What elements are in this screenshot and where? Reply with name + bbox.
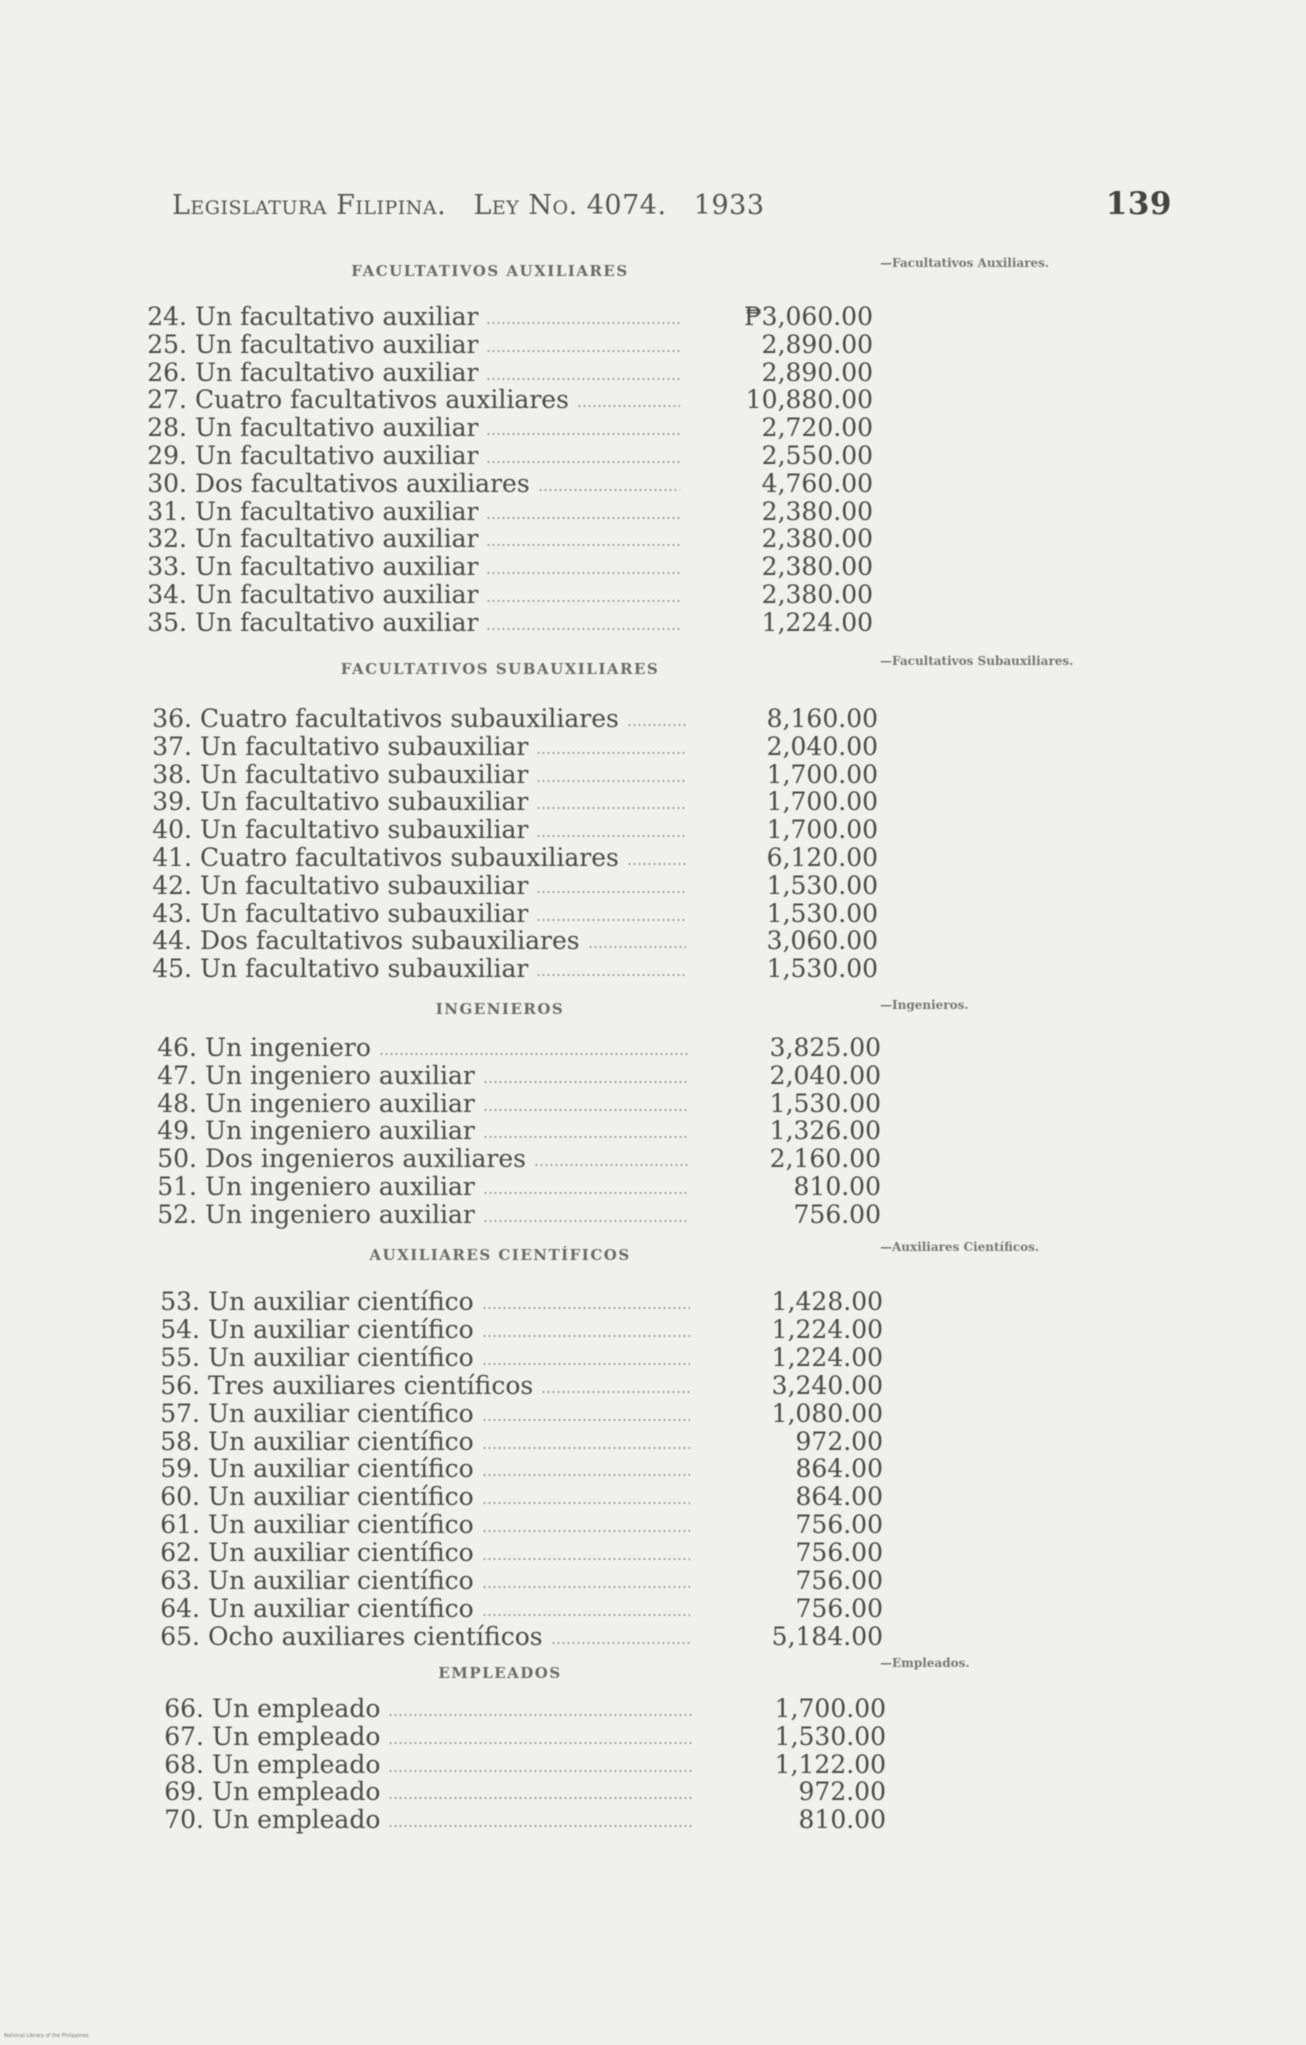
dot-leader <box>541 1391 690 1393</box>
header-law: Ley No. 4074. <box>473 190 667 221</box>
dot-leader <box>486 433 680 435</box>
margin-note: —Auxiliares Científicos. <box>880 1240 1040 1254</box>
item-number: 55. <box>160 1342 200 1372</box>
item-description: Un auxiliar científico <box>208 1566 474 1595</box>
item-number: 25. <box>147 329 187 359</box>
line-item <box>145 1200 881 1228</box>
item-amount: 2,380.00 <box>761 552 873 582</box>
item-description: Un empleado <box>212 1694 381 1723</box>
dot-leader <box>534 1164 688 1166</box>
line-item <box>135 580 873 608</box>
item-amount: 1,700.00 <box>766 815 878 845</box>
dot-leader <box>482 1558 690 1560</box>
line-item <box>135 441 873 469</box>
line-item <box>152 1694 886 1722</box>
item-amount: 2,160.00 <box>769 1144 881 1174</box>
dot-leader <box>482 1419 690 1421</box>
item-amount: 2,380.00 <box>761 496 873 526</box>
line-item <box>135 330 873 358</box>
section-heading: EMPLEADOS <box>438 1664 562 1682</box>
item-description: Un facultativo auxiliar <box>195 580 479 609</box>
dot-leader <box>482 1307 690 1309</box>
line-item <box>148 1566 883 1594</box>
dot-leader <box>627 724 686 726</box>
dot-leader <box>536 835 686 837</box>
item-amount: 2,890.00 <box>761 329 873 359</box>
item-number: 67. <box>164 1721 204 1751</box>
item-number: 69. <box>164 1777 204 1807</box>
item-amount: 1,530.00 <box>774 1721 886 1751</box>
margin-note: —Facultativos Subauxiliares. <box>880 654 1074 668</box>
item-number: 24. <box>147 302 187 331</box>
dot-leader <box>486 628 680 630</box>
item-amount: 810.00 <box>793 1172 881 1201</box>
item-description: Un facultativo auxiliar <box>195 413 479 443</box>
page-number: 139 <box>1105 186 1172 222</box>
dot-leader <box>482 1474 690 1476</box>
dot-leader <box>379 1053 688 1055</box>
item-description: Un ingeniero auxiliar <box>205 1116 475 1146</box>
item-number: 31. <box>147 496 187 526</box>
line-item <box>140 954 878 982</box>
line-item <box>148 1622 883 1650</box>
section-heading: AUXILIARES CIENTÍFICOS <box>369 1246 631 1264</box>
line-item <box>140 704 878 732</box>
item-description: Un facultativo subauxiliar <box>200 815 529 845</box>
item-amount: 1,428.00 <box>771 1287 883 1316</box>
item-number: 68. <box>164 1749 204 1779</box>
line-item <box>145 1172 881 1200</box>
item-description: Cuatro facultativos subauxiliares <box>200 843 619 872</box>
item-number: 37. <box>152 731 192 761</box>
item-number: 50. <box>157 1144 197 1174</box>
item-number: 28. <box>147 413 187 443</box>
item-number: 40. <box>152 815 192 845</box>
item-description: Un facultativo subauxiliar <box>200 870 529 900</box>
line-item <box>148 1482 883 1510</box>
header-year: 1933 <box>693 190 765 221</box>
margin-note: —Empleados. <box>880 1656 970 1670</box>
item-number: 43. <box>152 898 192 928</box>
line-item <box>140 926 878 954</box>
dot-leader <box>486 572 680 574</box>
item-number: 61. <box>160 1510 200 1540</box>
line-item <box>148 1287 883 1315</box>
item-description: Un ingeniero auxiliar <box>205 1199 475 1229</box>
item-description: Un auxiliar científico <box>208 1342 474 1372</box>
item-description: Un auxiliar científico <box>208 1593 474 1623</box>
item-amount: 864.00 <box>795 1482 883 1512</box>
item-amount: 1,530.00 <box>769 1088 881 1118</box>
line-item <box>152 1805 886 1833</box>
item-amount: 4,760.00 <box>761 468 873 498</box>
item-description: Un auxiliar científico <box>208 1398 474 1428</box>
dot-leader <box>388 1742 694 1744</box>
item-description: Un auxiliar científico <box>208 1454 474 1484</box>
dot-leader <box>482 1447 690 1449</box>
item-description: Un auxiliar científico <box>208 1287 474 1316</box>
line-item <box>135 302 873 330</box>
item-number: 51. <box>157 1172 197 1201</box>
margin-note: —Facultativos Auxiliares. <box>880 256 1050 270</box>
item-number: 44. <box>152 926 192 956</box>
item-amount: 1,530.00 <box>766 898 878 928</box>
item-description: Un ingeniero auxiliar <box>205 1172 475 1201</box>
dot-leader <box>486 461 680 463</box>
dot-leader <box>627 863 686 865</box>
footer-watermark: National Library of the Philippines <box>4 2033 89 2039</box>
line-item <box>140 899 878 927</box>
dot-leader <box>482 1502 690 1504</box>
item-number: 30. <box>147 468 187 498</box>
item-amount: 756.00 <box>795 1538 883 1568</box>
item-amount: 1,700.00 <box>774 1694 886 1723</box>
item-description: Un empleado <box>212 1777 381 1807</box>
item-description: Un auxiliar científico <box>208 1538 474 1568</box>
dot-leader <box>482 1335 690 1337</box>
item-amount: 8,160.00 <box>766 704 878 733</box>
line-item <box>135 552 873 580</box>
line-item <box>145 1061 881 1089</box>
item-number: 39. <box>152 787 192 817</box>
dot-leader <box>388 1714 694 1716</box>
dot-leader <box>388 1797 694 1799</box>
line-item <box>148 1399 883 1427</box>
item-amount: ₱3,060.00 <box>744 302 873 331</box>
item-number: 62. <box>160 1538 200 1568</box>
item-number: 66. <box>164 1694 204 1723</box>
item-description: Un auxiliar científico <box>208 1314 474 1344</box>
item-amount: 2,380.00 <box>761 580 873 609</box>
dot-leader <box>388 1770 694 1772</box>
item-amount: 756.00 <box>793 1199 881 1229</box>
item-amount: 810.00 <box>798 1805 886 1835</box>
item-amount: 2,720.00 <box>761 413 873 443</box>
line-item <box>148 1454 883 1482</box>
item-number: 49. <box>157 1116 197 1146</box>
line-item <box>135 524 873 552</box>
item-number: 26. <box>147 357 187 387</box>
item-number: 52. <box>157 1199 197 1229</box>
item-amount: 756.00 <box>795 1593 883 1623</box>
item-amount: 10,880.00 <box>745 385 873 415</box>
item-number: 58. <box>160 1426 200 1456</box>
item-number: 70. <box>164 1805 204 1835</box>
item-number: 45. <box>152 954 192 984</box>
item-amount: 2,380.00 <box>761 524 873 554</box>
item-amount: 972.00 <box>798 1777 886 1807</box>
dot-leader <box>483 1136 688 1138</box>
dot-leader <box>486 517 680 519</box>
item-amount: 1,700.00 <box>766 787 878 817</box>
item-description: Un facultativo auxiliar <box>195 441 479 470</box>
item-description: Dos facultativos subauxiliares <box>200 926 580 956</box>
item-description: Un facultativo auxiliar <box>195 524 479 554</box>
line-item <box>152 1750 886 1778</box>
item-description: Un facultativo auxiliar <box>195 607 479 637</box>
item-number: 41. <box>152 843 192 872</box>
item-number: 33. <box>147 552 187 582</box>
item-description: Un ingeniero auxiliar <box>205 1088 475 1118</box>
item-number: 27. <box>147 385 187 415</box>
item-amount: 2,550.00 <box>761 441 873 470</box>
dot-leader <box>486 322 680 324</box>
item-description: Un empleado <box>212 1749 381 1779</box>
item-number: 48. <box>157 1088 197 1118</box>
line-item <box>140 815 878 843</box>
line-item <box>140 843 878 871</box>
item-description: Un facultativo auxiliar <box>195 496 479 526</box>
margin-note: —Ingenieros. <box>880 998 969 1012</box>
item-amount: 2,890.00 <box>761 357 873 387</box>
item-amount: 756.00 <box>795 1566 883 1595</box>
dot-leader <box>483 1192 688 1194</box>
item-amount: 1,224.00 <box>771 1314 883 1344</box>
line-item <box>135 413 873 441</box>
item-description: Cuatro facultativos subauxiliares <box>200 704 619 733</box>
dot-leader <box>482 1363 690 1365</box>
page-header <box>172 186 1172 222</box>
item-description: Un facultativo subauxiliar <box>200 954 529 984</box>
dot-leader <box>483 1081 688 1083</box>
item-number: 34. <box>147 580 187 609</box>
line-item <box>145 1144 881 1172</box>
dot-leader <box>483 1220 688 1222</box>
line-item <box>148 1594 883 1622</box>
item-number: 29. <box>147 441 187 470</box>
line-item <box>152 1722 886 1750</box>
line-item <box>140 732 878 760</box>
item-number: 56. <box>160 1370 200 1400</box>
item-amount: 1,224.00 <box>761 607 873 637</box>
line-item <box>152 1777 886 1805</box>
item-description: Un ingeniero <box>205 1033 371 1062</box>
line-item <box>135 497 873 525</box>
item-number: 60. <box>160 1482 200 1512</box>
dot-leader <box>536 807 686 809</box>
item-description: Un facultativo auxiliar <box>195 357 479 387</box>
item-description: Un auxiliar científico <box>208 1426 474 1456</box>
item-amount: 5,184.00 <box>771 1621 883 1651</box>
item-amount: 3,825.00 <box>769 1033 881 1062</box>
line-item <box>140 871 878 899</box>
item-description: Un facultativo auxiliar <box>195 329 479 359</box>
line-item <box>145 1089 881 1117</box>
item-number: 35. <box>147 607 187 637</box>
item-amount: 1,122.00 <box>774 1749 886 1779</box>
line-item <box>140 760 878 788</box>
line-item <box>148 1538 883 1566</box>
item-number: 38. <box>152 759 192 789</box>
section-heading: FACULTATIVOS SUBAUXILIARES <box>340 660 660 678</box>
item-number: 32. <box>147 524 187 554</box>
item-description: Un auxiliar científico <box>208 1482 474 1512</box>
line-item <box>135 385 873 413</box>
dot-leader <box>577 405 680 407</box>
item-amount: 3,240.00 <box>771 1370 883 1400</box>
dot-leader <box>483 1109 688 1111</box>
line-item <box>148 1510 883 1538</box>
item-description: Un auxiliar científico <box>208 1510 474 1540</box>
dot-leader <box>482 1614 690 1616</box>
item-amount: 1,530.00 <box>766 870 878 900</box>
line-item <box>135 469 873 497</box>
dot-leader <box>536 752 686 754</box>
item-amount: 1,080.00 <box>771 1398 883 1428</box>
item-description: Ocho auxiliares científicos <box>208 1621 543 1651</box>
dot-leader <box>486 544 680 546</box>
item-description: Un facultativo auxiliar <box>195 302 479 331</box>
line-item <box>145 1033 881 1061</box>
dot-leader <box>536 919 686 921</box>
line-item <box>148 1371 883 1399</box>
item-number: 36. <box>152 704 192 733</box>
line-item <box>140 787 878 815</box>
dot-leader <box>482 1530 690 1532</box>
item-amount: 972.00 <box>795 1426 883 1456</box>
item-amount: 3,060.00 <box>766 926 878 956</box>
item-description: Un empleado <box>212 1805 381 1835</box>
item-number: 54. <box>160 1314 200 1344</box>
item-amount: 1,224.00 <box>771 1342 883 1372</box>
item-number: 65. <box>160 1621 200 1651</box>
item-number: 42. <box>152 870 192 900</box>
item-number: 63. <box>160 1566 200 1595</box>
dot-leader <box>536 891 686 893</box>
dot-leader <box>588 946 686 948</box>
dot-leader <box>536 780 686 782</box>
item-description: Un facultativo subauxiliar <box>200 759 529 789</box>
dot-leader <box>486 350 680 352</box>
item-number: 53. <box>160 1287 200 1316</box>
line-item <box>145 1116 881 1144</box>
line-item <box>148 1315 883 1343</box>
item-description: Un ingeniero auxiliar <box>205 1060 475 1090</box>
line-item <box>148 1343 883 1371</box>
item-number: 64. <box>160 1593 200 1623</box>
item-description: Un facultativo subauxiliar <box>200 787 529 817</box>
item-description: Un facultativo subauxiliar <box>200 731 529 761</box>
item-amount: 2,040.00 <box>769 1060 881 1090</box>
item-number: 59. <box>160 1454 200 1484</box>
item-amount: 6,120.00 <box>766 843 878 872</box>
dot-leader <box>486 600 680 602</box>
section-heading: INGENIEROS <box>435 1000 565 1018</box>
item-description: Tres auxiliares científicos <box>208 1370 534 1400</box>
item-description: Dos facultativos auxiliares <box>195 468 530 498</box>
item-description: Cuatro facultativos auxiliares <box>195 385 569 415</box>
item-description: Un facultativo subauxiliar <box>200 898 529 928</box>
dot-leader <box>482 1586 690 1588</box>
dot-leader <box>486 378 680 380</box>
item-description: Dos ingenieros auxiliares <box>205 1144 527 1174</box>
item-description: Un empleado <box>212 1721 381 1751</box>
item-amount: 1,530.00 <box>766 954 878 984</box>
item-amount: 2,040.00 <box>766 731 878 761</box>
dot-leader <box>536 974 686 976</box>
dot-leader <box>538 489 680 491</box>
item-amount: 756.00 <box>795 1510 883 1540</box>
item-number: 46. <box>157 1033 197 1062</box>
item-amount: 1,326.00 <box>769 1116 881 1146</box>
dot-leader <box>551 1642 690 1644</box>
item-description: Un facultativo auxiliar <box>195 552 479 582</box>
line-item <box>135 358 873 386</box>
item-number: 47. <box>157 1060 197 1090</box>
line-item <box>148 1427 883 1455</box>
section-heading: FACULTATIVOS AUXILIARES <box>351 262 629 280</box>
item-amount: 864.00 <box>795 1454 883 1484</box>
dot-leader <box>388 1825 694 1827</box>
line-item <box>135 608 873 636</box>
item-amount: 1,700.00 <box>766 759 878 789</box>
item-number: 57. <box>160 1398 200 1428</box>
header-title: Legislatura Filipina. <box>172 190 447 221</box>
